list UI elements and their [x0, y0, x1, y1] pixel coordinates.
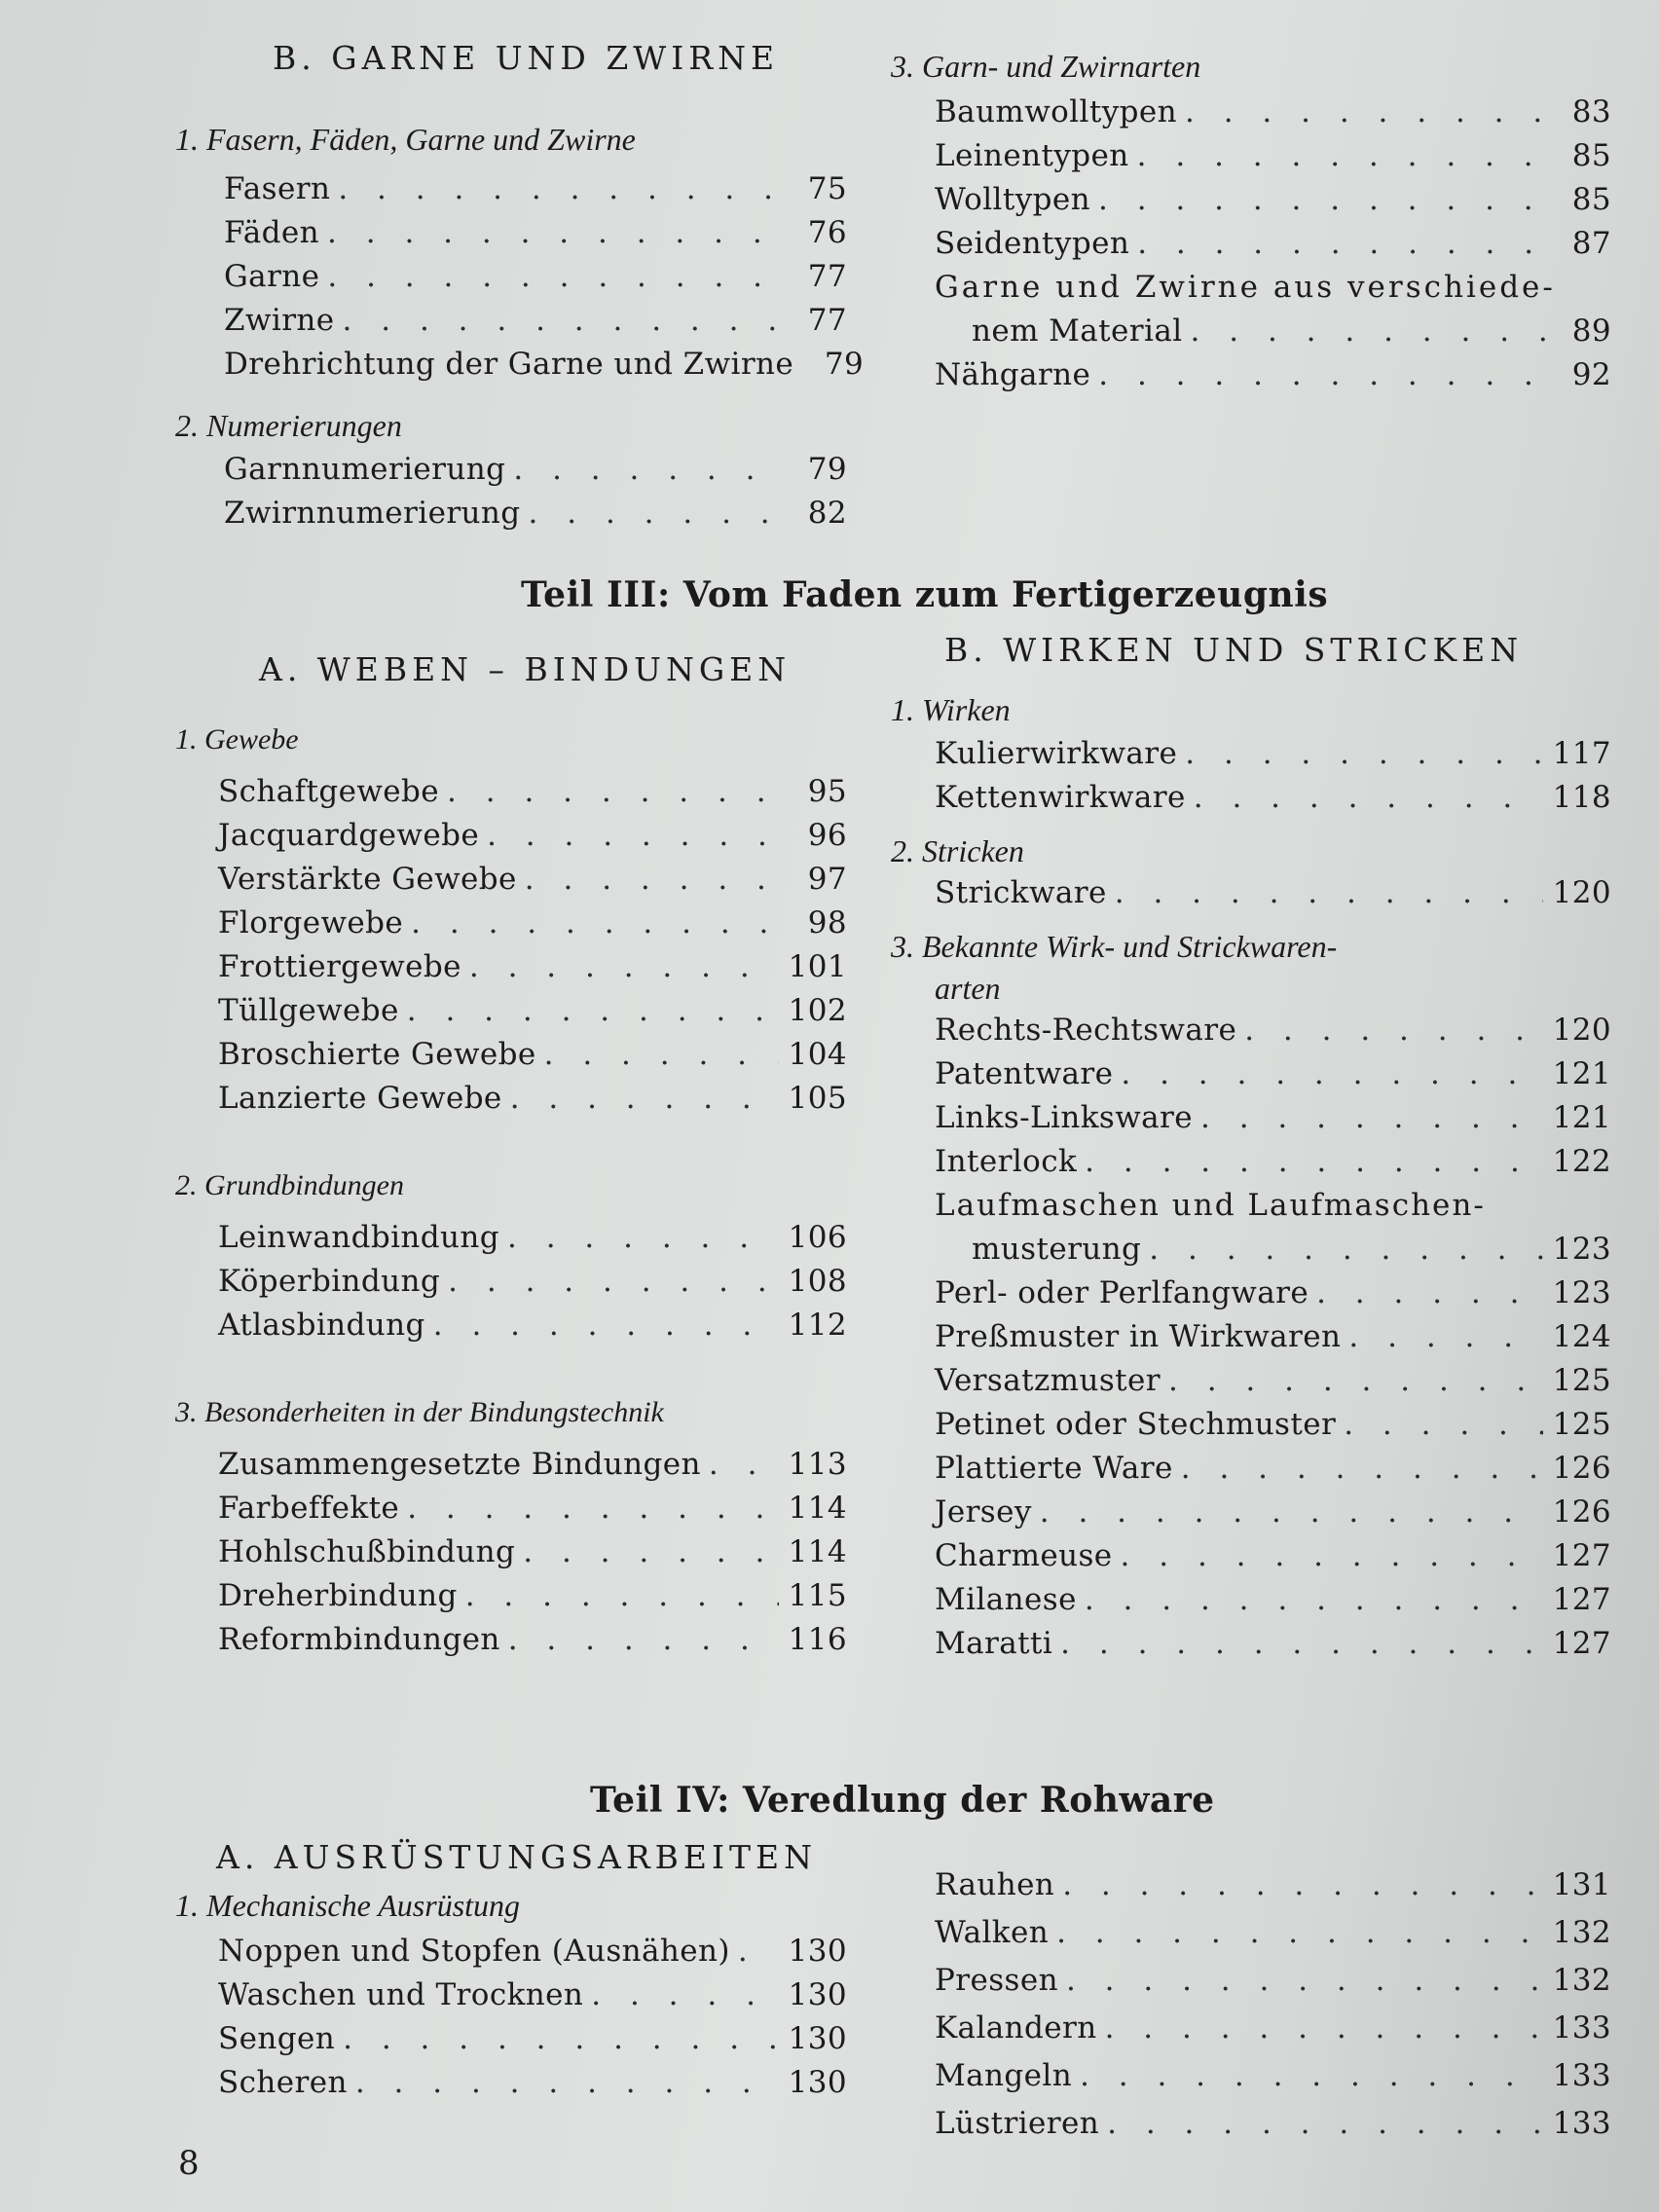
toc-entry[interactable]	[224, 211, 847, 255]
toc-entry[interactable]	[935, 134, 1611, 178]
leader-dots	[544, 1033, 779, 1077]
entry-label-continued: musterung	[972, 1232, 1142, 1267]
entry-label: Leinentypen	[935, 138, 1129, 173]
entry-page: 82	[807, 496, 847, 531]
leader-dots	[411, 902, 785, 945]
toc-entry[interactable]	[935, 1909, 1611, 1957]
leader-dots	[343, 299, 785, 343]
entry-label: Lüstrieren	[935, 2106, 1100, 2141]
leader-dots	[1137, 134, 1549, 178]
entry-page: 95	[807, 774, 847, 809]
toc-entry[interactable]	[935, 2052, 1611, 2100]
toc-entry[interactable]	[218, 945, 847, 989]
entry-label: Interlock	[935, 1144, 1078, 1179]
leader-dots	[1107, 2100, 1542, 2148]
toc-entry[interactable]	[935, 91, 1611, 134]
leader-dots	[1344, 1403, 1542, 1447]
toc-entry-line2[interactable]	[935, 310, 1611, 353]
entry-page: 125	[1552, 1407, 1611, 1442]
leader-dots	[407, 989, 779, 1033]
leader-dots	[508, 1618, 779, 1662]
entry-page: 79	[807, 452, 847, 487]
leader-dots	[327, 255, 785, 299]
entry-label: Fasern	[224, 171, 331, 206]
toc-entry[interactable]	[935, 1862, 1611, 1909]
leader-dots	[1185, 732, 1542, 776]
entry-page: 102	[788, 993, 847, 1028]
toc-entry[interactable]	[218, 1973, 847, 2017]
entry-page: 108	[788, 1264, 847, 1299]
entry-page: 127	[1552, 1626, 1611, 1661]
toc-entry[interactable]	[218, 989, 847, 1033]
toc-entry[interactable]	[935, 1140, 1611, 1184]
group-title-stricken: 2. Stricken	[891, 833, 1024, 868]
group-title-besonderheiten: 3. Besonderheiten in der Bindungstechnik	[175, 1396, 664, 1428]
entry-label: Preßmuster in Wirkwaren	[935, 1319, 1342, 1354]
entry-label: Petinet oder Stechmuster	[935, 1407, 1337, 1442]
leader-dots	[1244, 1009, 1542, 1052]
entry-label: Florgewebe	[218, 905, 404, 940]
toc-entry[interactable]	[935, 1315, 1611, 1359]
entry-label: Jacquardgewebe	[218, 818, 480, 853]
entry-label: Milanese	[935, 1582, 1077, 1617]
leader-dots	[448, 1260, 778, 1304]
entry-label: Kulierwirkware	[935, 736, 1178, 771]
entry-label: Versatzmuster	[935, 1363, 1161, 1398]
toc-entry[interactable]	[218, 1487, 847, 1530]
group-title-mechanische: 1. Mechanische Ausrüstung	[175, 1888, 521, 1923]
leader-dots	[1115, 871, 1543, 915]
toc-entry[interactable]	[218, 1574, 847, 1618]
toc-entry[interactable]	[224, 167, 847, 211]
entry-page: 85	[1571, 182, 1611, 217]
toc-entry[interactable]	[935, 1403, 1611, 1447]
entry-page: 77	[807, 303, 847, 338]
entry-label: Garnnumerierung	[224, 452, 506, 487]
toc-entry-line2[interactable]	[935, 1228, 1611, 1272]
group-title-grundbindungen: 2. Grundbindungen	[175, 1169, 404, 1201]
entry-label: Walken	[935, 1915, 1050, 1950]
leader-dots	[1121, 1052, 1542, 1096]
entry-label: Tüllgewebe	[218, 993, 399, 1028]
entry-label: Garne und Zwirne aus verschiede-	[935, 270, 1556, 305]
leader-dots	[1121, 1534, 1543, 1578]
entry-label: Fäden	[224, 215, 320, 250]
leader-dots	[523, 1530, 778, 1574]
toc-entry[interactable]	[935, 1052, 1611, 1096]
entry-page: 76	[807, 215, 847, 250]
toc-entry[interactable]	[935, 222, 1611, 266]
entry-label: Leinwandbindung	[218, 1220, 499, 1255]
leader-dots	[513, 448, 785, 492]
leader-dots	[1181, 1447, 1543, 1491]
toc-entry[interactable]	[218, 1443, 847, 1487]
entry-label: Lanzierte Gewebe	[218, 1081, 502, 1116]
entry-page: 105	[788, 1081, 847, 1116]
leader-dots	[591, 1973, 778, 2017]
wirken-stricken-column	[891, 631, 1611, 1666]
ausruestung-right	[891, 1862, 1611, 2148]
leader-dots	[1149, 1228, 1542, 1272]
toc-entry[interactable]	[218, 1077, 847, 1121]
entry-page: 121	[1552, 1056, 1611, 1091]
toc-entry[interactable]	[935, 1622, 1611, 1666]
entry-label: Verstärkte Gewebe	[218, 862, 517, 897]
entry-page: 89	[1571, 313, 1611, 349]
entry-page: 118	[1552, 780, 1611, 815]
toc-entry[interactable]	[218, 902, 847, 945]
entry-page: 123	[1552, 1232, 1611, 1267]
group-wirken-list	[935, 732, 1611, 820]
group-mechanische-list	[218, 1930, 847, 2105]
toc-entry[interactable]	[935, 776, 1611, 820]
section-a-weben-title: A. WEBEN – BINDUNGEN	[259, 650, 792, 688]
leader-dots	[1056, 1909, 1543, 1957]
toc-entry[interactable]	[935, 1534, 1611, 1578]
weben-bindungen-column	[175, 650, 847, 1662]
leader-dots	[327, 211, 785, 255]
entry-page: 113	[788, 1447, 847, 1482]
toc-entry[interactable]	[935, 732, 1611, 776]
entry-label: Links-Linksware	[935, 1100, 1193, 1135]
entry-page: 123	[1552, 1275, 1611, 1310]
group-bekannte-list	[935, 1009, 1611, 1666]
toc-entry[interactable]	[935, 1957, 1611, 2005]
leader-dots	[1194, 776, 1543, 820]
toc-entry[interactable]	[935, 2005, 1611, 2052]
entry-label: Zusammengesetzte Bindungen	[218, 1447, 701, 1482]
leader-dots	[1098, 178, 1549, 222]
entry-page: 125	[1552, 1363, 1611, 1398]
leader-dots	[709, 1443, 779, 1487]
toc-entry[interactable]	[224, 492, 847, 535]
entry-label: Waschen und Trocknen	[218, 1977, 584, 2012]
entry-label: Perl- oder Perlfangware	[935, 1275, 1309, 1310]
entry-page: 130	[788, 2021, 847, 2056]
entry-label: Mangeln	[935, 2058, 1073, 2093]
leader-dots	[738, 1930, 779, 1973]
leader-dots	[1191, 310, 1549, 353]
entry-page: 132	[1552, 1915, 1611, 1950]
entry-page: 114	[788, 1534, 847, 1569]
entry-page: 132	[1552, 1963, 1611, 1998]
leader-dots	[465, 1574, 779, 1618]
entry-label: Kalandern	[935, 2010, 1097, 2046]
entry-page: 126	[1552, 1494, 1611, 1530]
leader-dots	[1062, 1862, 1542, 1909]
entry-label: Rauhen	[935, 1867, 1055, 1902]
group-garnarten-list	[935, 91, 1611, 397]
leader-dots	[1098, 353, 1549, 397]
toc-entry[interactable]	[218, 1930, 847, 1973]
leader-dots	[525, 858, 785, 902]
leader-dots	[1066, 1957, 1543, 2005]
toc-entry[interactable]	[218, 1260, 847, 1304]
toc-entry[interactable]	[935, 1009, 1611, 1052]
toc-entry[interactable]	[224, 343, 865, 387]
toc-entry[interactable]	[218, 1033, 847, 1077]
toc-entry[interactable]	[218, 2017, 847, 2061]
entry-label-continued: nem Material	[972, 313, 1183, 349]
entry-label: Patentware	[935, 1056, 1114, 1091]
toc-entry[interactable]	[935, 1447, 1611, 1491]
group-fasern-list	[224, 167, 865, 387]
entry-label: Reformbindungen	[218, 1622, 500, 1657]
leader-dots	[1060, 1622, 1542, 1666]
toc-entry[interactable]	[218, 1304, 847, 1347]
ausruestung-left	[175, 1838, 847, 2105]
entry-page: 97	[807, 862, 847, 897]
entry-page: 77	[807, 259, 847, 294]
entry-label: Broschierte Gewebe	[218, 1037, 536, 1072]
entry-label: Kettenwirkware	[935, 780, 1186, 815]
group-numerierungen-list	[224, 448, 847, 535]
leader-dots	[407, 1487, 778, 1530]
leader-dots	[1105, 2005, 1543, 2052]
entry-page: 92	[1571, 357, 1611, 392]
leader-dots	[1080, 2052, 1543, 2100]
toc-entry[interactable]	[935, 2100, 1611, 2148]
entry-page: 127	[1552, 1538, 1611, 1573]
entry-page: 127	[1552, 1582, 1611, 1617]
entry-page: 104	[788, 1037, 847, 1072]
toc-entry[interactable]	[218, 770, 847, 814]
toc-entry[interactable]	[935, 1272, 1611, 1315]
leader-dots	[1085, 1140, 1542, 1184]
group-gewebe-list	[218, 770, 847, 1121]
section-b-wirken-title: B. WIRKEN UND STRICKEN	[944, 631, 1524, 669]
leader-dots	[1316, 1272, 1543, 1315]
entry-page: 112	[788, 1308, 847, 1343]
entry-page: 133	[1552, 2106, 1611, 2141]
entry-page: 116	[788, 1622, 847, 1657]
group-stricken-list	[935, 871, 1611, 915]
entry-label: Zwirne	[224, 303, 335, 338]
toc-entry-line1[interactable]	[935, 266, 1611, 310]
entry-page: 101	[788, 949, 847, 984]
group-title-gewebe: 1. Gewebe	[175, 723, 299, 756]
entry-label: Atlasbindung	[218, 1308, 425, 1343]
leader-dots	[1040, 1491, 1543, 1534]
entry-page: 98	[807, 905, 847, 940]
entry-label: Drehrichtung der Garne und Zwirne	[224, 347, 794, 382]
entry-label: Hohlschußbindung	[218, 1534, 516, 1569]
group-title-fasern: 1. Fasern, Fäden, Garne und Zwirne	[175, 122, 636, 157]
entry-page: 120	[1552, 875, 1611, 910]
group-besonderheiten-list	[218, 1443, 847, 1662]
toc-entry[interactable]	[935, 1491, 1611, 1534]
leader-dots	[469, 945, 779, 989]
entry-label: Wolltypen	[935, 182, 1090, 217]
toc-entry[interactable]	[218, 1216, 847, 1260]
leader-dots	[1185, 91, 1549, 134]
toc-entry[interactable]	[224, 448, 847, 492]
toc-entry[interactable]	[218, 1618, 847, 1662]
entry-page: 130	[788, 1934, 847, 1969]
entry-page: 85	[1571, 138, 1611, 173]
entry-label: Seidentypen	[935, 226, 1130, 261]
entry-label: Nähgarne	[935, 357, 1091, 392]
entry-page: 133	[1552, 2010, 1611, 2046]
entry-page: 96	[807, 818, 847, 853]
group-title-garnarten: 3. Garn- und Zwirnarten	[891, 49, 1201, 84]
leader-dots	[1137, 222, 1549, 266]
entry-page: 133	[1552, 2058, 1611, 2093]
part-iv-title: Teil IV: Veredlung der Rohware	[590, 1780, 1215, 1821]
leader-dots	[510, 1077, 779, 1121]
leader-dots	[1085, 1578, 1543, 1622]
entry-page: 121	[1552, 1100, 1611, 1135]
entry-page: 114	[788, 1491, 847, 1526]
entry-page: 117	[1552, 736, 1611, 771]
entry-label: Scheren	[218, 2065, 348, 2100]
leader-dots	[1348, 1315, 1542, 1359]
group-title-wirken: 1. Wirken	[891, 692, 1011, 727]
entry-page: 126	[1552, 1451, 1611, 1486]
toc-entry[interactable]	[218, 814, 847, 858]
entry-label: Charmeuse	[935, 1538, 1113, 1573]
entry-page: 124	[1552, 1319, 1611, 1354]
entry-page: 106	[788, 1220, 847, 1255]
entry-page: 120	[1552, 1013, 1611, 1048]
entry-page: 131	[1552, 1867, 1611, 1902]
garne-zwirne-left	[175, 39, 865, 535]
toc-entry[interactable]	[935, 1096, 1611, 1140]
part-iii-title: Teil III: Vom Faden zum Fertigerzeugnis	[521, 574, 1329, 615]
leader-dots	[507, 1216, 779, 1260]
group-title-bekannte: 3. Bekannte Wirk- und Strickwaren-	[891, 929, 1338, 964]
page-number: 8	[178, 2144, 200, 2183]
entry-page: 79	[824, 347, 865, 382]
entry-label: Strickware	[935, 875, 1107, 910]
toc-entry-line1[interactable]	[935, 1184, 1611, 1228]
group-title-bekannte-continued: arten	[935, 971, 1001, 1006]
toc-entry[interactable]	[935, 1359, 1611, 1403]
entry-label: Baumwolltypen	[935, 94, 1177, 129]
entry-label: Farbeffekte	[218, 1491, 400, 1526]
entry-label: Schaftgewebe	[218, 774, 440, 809]
entry-label: Sengen	[218, 2021, 336, 2056]
ausruestung-right-list	[935, 1862, 1611, 2148]
entry-page: 83	[1571, 94, 1611, 129]
entry-label: Frottiergewebe	[218, 949, 461, 984]
entry-page: 130	[788, 2065, 847, 2100]
toc-entry[interactable]	[935, 353, 1611, 397]
entry-label: Rechts-Rechtsware	[935, 1013, 1237, 1048]
entry-page: 130	[788, 1977, 847, 2012]
section-b-garne-title: B. GARNE UND ZWIRNE	[273, 39, 780, 77]
garne-zwirne-right	[891, 49, 1611, 397]
toc-entry[interactable]	[218, 1530, 847, 1574]
toc-entry[interactable]	[935, 1578, 1611, 1622]
leader-dots	[433, 1304, 779, 1347]
group-grundbindungen-list	[218, 1216, 847, 1347]
entry-label: Noppen und Stopfen (Ausnähen)	[218, 1934, 730, 1969]
toc-entry[interactable]	[224, 299, 847, 343]
entry-label: Zwirnnumerierung	[224, 496, 521, 531]
leader-dots	[1168, 1359, 1543, 1403]
entry-label: Maratti	[935, 1626, 1053, 1661]
leader-dots	[338, 167, 785, 211]
entry-page: 75	[807, 171, 847, 206]
group-title-numerierungen: 2. Numerierungen	[175, 408, 402, 443]
entry-label: Pressen	[935, 1963, 1058, 1998]
leader-dots	[529, 492, 785, 535]
toc-entry[interactable]	[935, 871, 1611, 915]
entry-label: Garne	[224, 259, 320, 294]
entry-label: Dreherbindung	[218, 1578, 458, 1613]
leader-dots	[487, 814, 785, 858]
entry-page: 122	[1552, 1144, 1611, 1179]
leader-dots	[355, 2061, 779, 2105]
toc-entry[interactable]	[935, 178, 1611, 222]
entry-label: Jersey	[935, 1494, 1032, 1530]
entry-page: 115	[788, 1578, 847, 1613]
toc-entry[interactable]	[218, 2061, 847, 2105]
leader-dots	[343, 2017, 779, 2061]
entry-page: 87	[1571, 226, 1611, 261]
leader-dots	[447, 770, 785, 814]
entry-label: Laufmaschen und Laufmaschen-	[935, 1188, 1486, 1223]
entry-label: Köperbindung	[218, 1264, 441, 1299]
toc-entry[interactable]	[218, 858, 847, 902]
entry-label: Plattierte Ware	[935, 1451, 1173, 1486]
section-a-ausruestung-title: A. AUSRÜSTUNGSARBEITEN	[216, 1838, 818, 1876]
leader-dots	[1200, 1096, 1543, 1140]
toc-entry[interactable]	[224, 255, 847, 299]
